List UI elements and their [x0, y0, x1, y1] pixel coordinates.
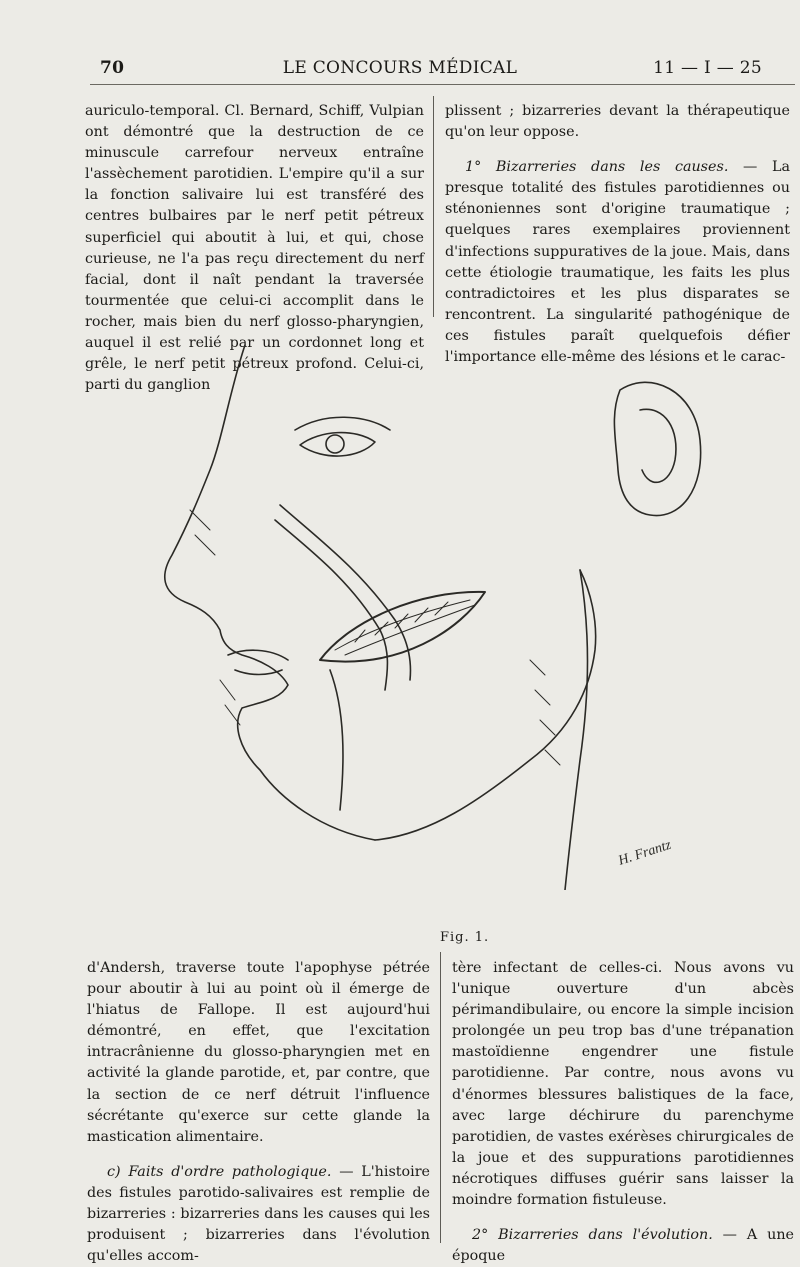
column-divider	[440, 952, 441, 1243]
paragraph: tère infectant de celles-ci. Nous avons vu l'unique ouverture d'un abcès périmandibulaire, ou encore la simple incision prolongée un peu trop bas d'une trépanation mastoïdienne engendrer une fistule parotidienne. Par contre, nous avons vu d'énormes blessures balistiques de la face, avec large déchirure du parenchyme parotidien, de vastes exérèses chirurgicales de la joue et des suppurations parotidiennes nécrotiques diffuses guérir sans laisser la moindre formation fistuleuse.	[452, 960, 794, 1209]
issue-date: 11 — I — 25	[653, 58, 762, 78]
column-right-bottom	[452, 958, 794, 1267]
paragraph: 1° Bizarreries dans les causes. — La presque totalité des fistules parotidiennes ou sténoniennes sont d'origine traumatique ; quelques rares exemplaires proviennent d'infections suppuratives de la joue. Mais, dans cette étiologie traumatique, les faits les plus contradictoires et les plus disparates se rencontrent. La singularité pathogénique de ces fistules paraît quelquefois défier l'importance elle-même des lésions et le carac-	[445, 159, 791, 366]
paragraph: d'Andersh, traverse toute l'apophyse pétrée pour aboutir à lui au point où il émerge de l'hiatus de Fallope. Il est aujourd'hui démontré, en effet, que l'excitation intracrânienne du glosso-pharyngien met en activité la glande parotide, et, par contre, que la section de ce nerf détruit l'influence sécrétante qu'exerce sur cette glande la mastication alimentaire.	[87, 960, 430, 1145]
page-number: 70	[100, 58, 125, 78]
header-rule	[90, 84, 795, 85]
paragraph: plissent ; bizarreries devant la thérapeutique qu'on leur oppose.	[445, 103, 790, 141]
artist-signature: H. Frantz	[616, 837, 674, 869]
anatomical-illustration	[150, 330, 720, 890]
section-heading: 2° Bizarreries dans l'évolution.	[472, 1227, 713, 1244]
paragraph: 2° Bizarreries dans l'évolution. — A une époque	[452, 1227, 794, 1265]
column-right-top	[445, 101, 790, 368]
section-heading: c) Faits d'ordre pathologique.	[107, 1163, 332, 1180]
figure-caption: Fig. 1.	[440, 930, 490, 945]
paragraph: auriculo-temporal. Cl. Bernard, Schiff, Vulpian ont démontré que la destruction de ce minuscule carrefour nerveux entraîne l'assèchement parotidien. L'empire qu'il a sur la fonction salivaire lui est transféré des centres bulbaires par le nerf petit pétreux superficiel qui aboutit à lui, et qui, chose curieuse, ne l'a pas reçu directement du nerf facial, dont il naît pendant la traversée tourmentée que celui-ci accomplit dans le rocher, mais bien du nerf glosso-pharyngien, auquel il est relié par un cordonnet long et grêle, le nerf petit pétreux profond. Celui-ci, parti du ganglion	[85, 103, 424, 394]
column-left-bottom	[87, 958, 430, 1267]
journal-title: LE CONCOURS MÉDICAL	[282, 58, 518, 78]
paragraph: c) Faits d'ordre pathologique. — L'histoire des fistules parotido-salivaires est remplie de bizarreries : bizarreries dans les causes qui les produisent ; bizarreries dans l'évolution qu'elles accom-	[87, 1163, 431, 1265]
section-heading: 1° Bizarreries dans les causes.	[465, 159, 729, 176]
column-divider	[433, 96, 434, 317]
